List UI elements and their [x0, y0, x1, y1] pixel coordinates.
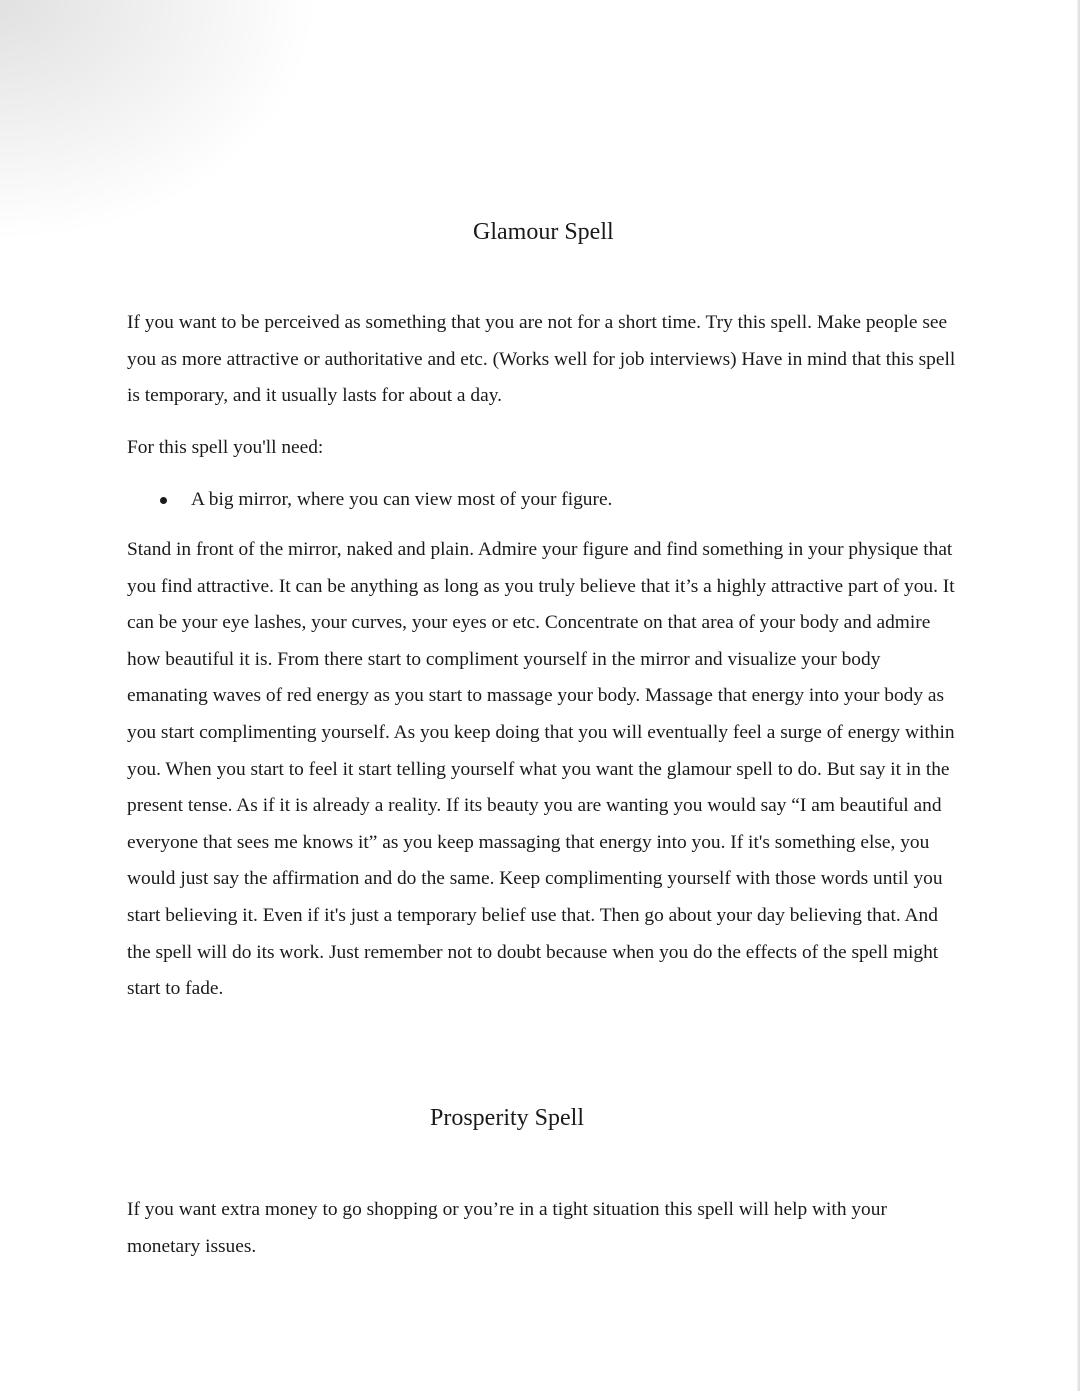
needs-label: For this spell you'll need: — [127, 437, 324, 458]
prosperity-intro-paragraph: If you want extra money to go shopping or you’re in a tight situation this spell will help with your monetary issues. — [127, 1199, 887, 1257]
glamour-spell-title: Glamour Spell — [473, 219, 614, 245]
prosperity-spell-title: Prosperity Spell — [430, 1105, 584, 1131]
glamour-intro-paragraph: If you want to be perceived as something that you are not for a short time. Try this spell. Make people see you as more attractive or authoritative and etc. (Works well for job interviews) Have in mind that this spell is temporary, and it usually lasts for about a day. — [127, 312, 956, 407]
list-item-text: A big mirror, where you can view most of your figure. — [191, 489, 613, 510]
bullet-icon — [160, 497, 167, 504]
glamour-instructions-paragraph: Stand in front of the mirror, naked and plain. Admire your figure and find something in your physique that you find attractive. It can be anything as long as you truly believe that it’s a highly attractive part of you. It can be your eye lashes, your curves, your eyes or etc. Concentrate on that area of your body and admire how beautiful it is. From there start to compliment yourself in the mirror and visualize your body emanating waves of red energy as you start to massage your body. Massage that energy into your body as you start complimenting yourself. As you keep doing that you will eventually feel a surge of energy within you. When you start to feel it start telling yourself what you want the glamour spell to do. But say it in the present tense. As if it is already a reality. If its beauty you are wanting you would say “I am beautiful and everyone that sees me knows it” as you keep massaging that energy into you. If it's something else, you would just say the affirmation and do the same. Keep complimenting yourself with those words until you start believing it. Even if it's just a temporary belief use that. Then go about your day believing that. And the spell will do its work. Just remember not to doubt because when you do the effects of the spell might start to fade. — [127, 539, 955, 1000]
